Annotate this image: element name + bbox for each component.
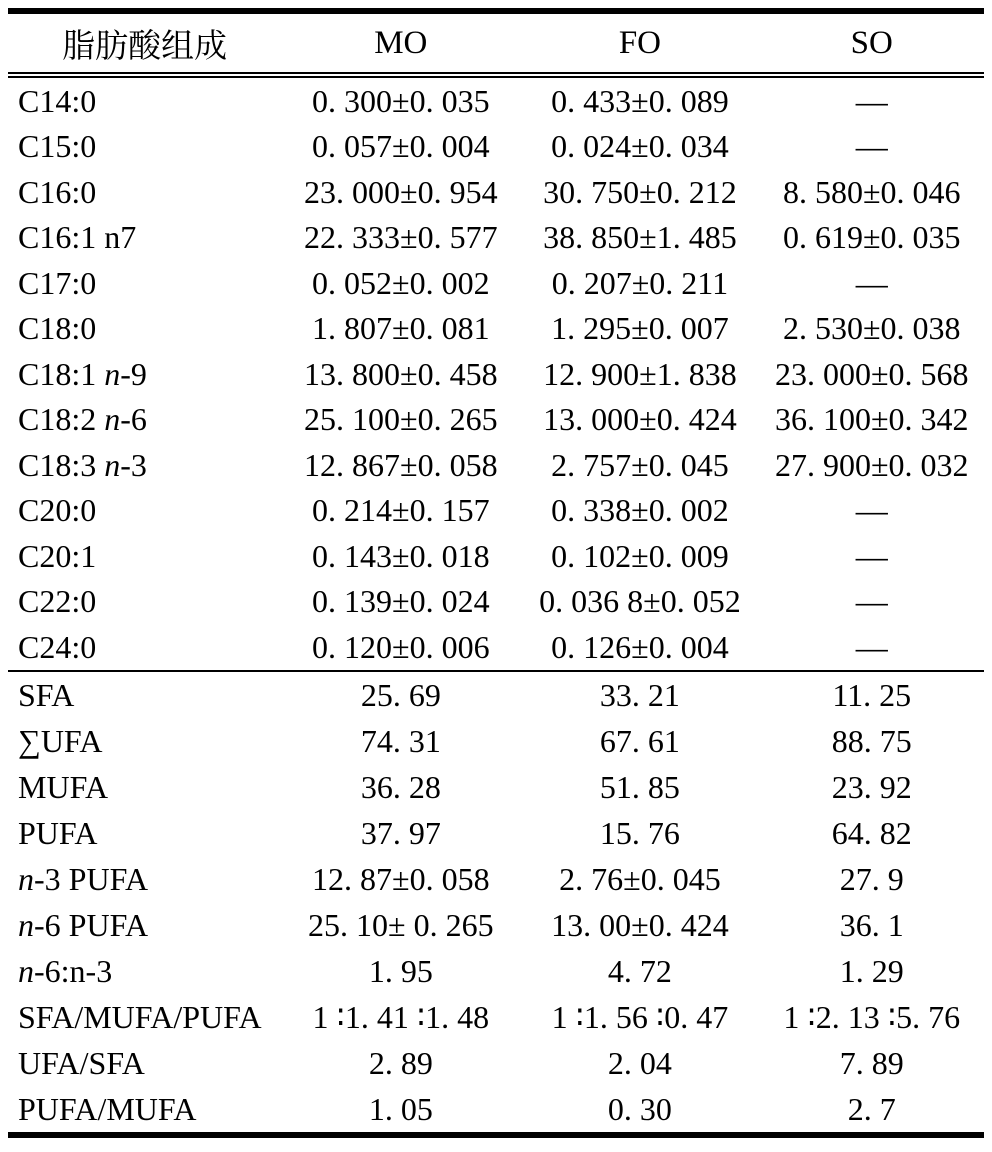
value-mo: 1. 05 (368, 1090, 433, 1127)
table-row (8, 169, 984, 215)
row-label: n-6 PUFA (18, 906, 149, 943)
table-row (8, 1040, 984, 1086)
table-header (8, 11, 984, 75)
value-mo: 12. 867±0. 058 (304, 446, 498, 483)
row-label: n-6:n-3 (18, 952, 113, 989)
value-fo: 13. 00±0. 424 (551, 906, 729, 943)
value-so: 7. 89 (839, 1044, 904, 1081)
individual-fatty-acids-section (8, 75, 984, 671)
value-mo: 0. 143±0. 018 (312, 537, 490, 574)
value-so: 64. 82 (831, 814, 912, 851)
row-label: C18:0 (18, 310, 97, 347)
value-mo: 1. 807±0. 081 (312, 310, 490, 347)
value-fo: 0. 30 (607, 1090, 672, 1127)
table-row (8, 75, 984, 124)
value-mo: 74. 31 (360, 722, 441, 759)
value-mo: 0. 052±0. 002 (312, 264, 490, 301)
table-row (8, 671, 984, 718)
row-label: C14:0 (18, 82, 97, 119)
column-header-mo: MO (374, 24, 428, 61)
value-fo: 13. 000±0. 424 (543, 401, 737, 438)
value-fo: 30. 750±0. 212 (543, 173, 737, 210)
row-label: C20:0 (18, 492, 97, 529)
value-so: — (855, 264, 888, 301)
value-so: — (855, 492, 888, 529)
value-so: — (855, 628, 888, 665)
table-row (8, 533, 984, 579)
table-row (8, 810, 984, 856)
value-so: 11. 25 (832, 676, 912, 713)
value-mo: 0. 057±0. 004 (312, 128, 490, 165)
row-label: C24:0 (18, 628, 97, 665)
value-so: 36. 1 (839, 906, 904, 943)
table-row (8, 718, 984, 764)
value-mo: 0. 214±0. 157 (312, 492, 490, 529)
value-fo: 1 ∶1. 56 ∶0. 47 (551, 998, 729, 1035)
table-row (8, 902, 984, 948)
row-label: PUFA (18, 814, 98, 851)
row-label: C18:3 n-3 (18, 446, 147, 483)
value-so: 27. 9 (839, 860, 904, 897)
value-fo: 38. 850±1. 485 (543, 219, 737, 256)
row-label: C16:1 n7 (18, 219, 137, 256)
value-fo: 1. 295±0. 007 (551, 310, 729, 347)
row-label: C17:0 (18, 264, 97, 301)
value-fo: 67. 61 (599, 722, 680, 759)
value-fo: 2. 76±0. 045 (559, 860, 721, 897)
row-label: MUFA (18, 768, 109, 805)
value-fo: 0. 338±0. 002 (551, 492, 729, 529)
row-label: n-3 PUFA (18, 860, 149, 897)
row-label: C20:1 (18, 537, 97, 574)
value-fo: 51. 85 (599, 768, 680, 805)
value-mo: 12. 87±0. 058 (312, 860, 490, 897)
value-so: 27. 900±0. 032 (774, 446, 969, 483)
table-row (8, 994, 984, 1040)
value-mo: 25. 100±0. 265 (304, 401, 498, 438)
header-row (8, 11, 984, 75)
column-header-fo: FO (618, 24, 662, 61)
table-row (8, 442, 984, 488)
value-so: 1 ∶2. 13 ∶5. 76 (783, 998, 961, 1035)
value-fo: 0. 207±0. 211 (551, 264, 729, 301)
table-row (8, 764, 984, 810)
value-so: 0. 619±0. 035 (782, 219, 961, 256)
value-so: 23. 92 (831, 768, 912, 805)
value-mo: 1 ∶1. 41 ∶1. 48 (312, 998, 490, 1035)
value-so: 8. 580±0. 046 (782, 173, 961, 210)
column-header-so: SO (850, 24, 893, 61)
value-fo: 0. 433±0. 089 (551, 82, 729, 119)
table-row (8, 488, 984, 534)
row-label: SFA/MUFA/PUFA (18, 998, 262, 1035)
value-so: — (855, 82, 888, 119)
value-mo: 23. 000±0. 954 (304, 173, 498, 210)
value-mo: 25. 69 (360, 676, 441, 713)
fatty-acid-composition-table (8, 8, 984, 1138)
value-fo: 4. 72 (607, 952, 672, 989)
table-row (8, 306, 984, 352)
row-label: PUFA/MUFA (18, 1090, 197, 1127)
value-mo: 2. 89 (368, 1044, 433, 1081)
value-mo: 0. 120±0. 006 (312, 628, 490, 665)
table-row (8, 397, 984, 443)
value-so: — (855, 128, 888, 165)
summary-section (8, 671, 984, 1135)
value-mo: 37. 97 (360, 814, 441, 851)
table-row (8, 948, 984, 994)
value-so: 36. 100±0. 342 (774, 401, 969, 438)
value-fo: 2. 04 (607, 1044, 672, 1081)
value-so: 88. 75 (831, 722, 912, 759)
row-label: C15:0 (18, 128, 97, 165)
row-label: C18:1 n-9 (18, 355, 147, 392)
value-mo: 22. 333±0. 577 (304, 219, 498, 256)
row-label: ∑UFA (18, 722, 103, 759)
table-row (8, 856, 984, 902)
value-fo: 0. 126±0. 004 (551, 628, 729, 665)
table-row (8, 351, 984, 397)
value-fo: 33. 21 (599, 676, 680, 713)
value-mo: 25. 10± 0. 265 (308, 906, 494, 943)
table-row (8, 260, 984, 306)
table-row (8, 1086, 984, 1135)
value-mo: 1. 95 (368, 952, 433, 989)
table-row (8, 215, 984, 261)
value-so: 1. 29 (839, 952, 904, 989)
value-so: 23. 000±0. 568 (774, 355, 969, 392)
row-label: C18:2 n-6 (18, 401, 147, 438)
value-fo: 15. 76 (599, 814, 680, 851)
row-label: C16:0 (18, 173, 97, 210)
value-fo: 0. 102±0. 009 (551, 537, 729, 574)
table-row (8, 624, 984, 671)
value-fo: 12. 900±1. 838 (543, 355, 737, 392)
row-label: UFA/SFA (18, 1044, 145, 1081)
value-so: 2. 530±0. 038 (782, 310, 961, 347)
value-so: — (855, 537, 888, 574)
value-fo: 2. 757±0. 045 (551, 446, 729, 483)
column-header-fatty-acid-composition: 脂肪酸组成 (62, 28, 228, 65)
value-mo: 0. 139±0. 024 (312, 583, 490, 620)
value-fo: 0. 036 8±0. 052 (539, 583, 741, 620)
value-fo: 0. 024±0. 034 (551, 128, 729, 165)
table-row (8, 124, 984, 170)
row-label: C22:0 (18, 583, 97, 620)
table-row (8, 579, 984, 625)
value-so: — (855, 583, 888, 620)
value-mo: 36. 28 (360, 768, 441, 805)
row-label: SFA (18, 676, 75, 713)
value-mo: 0. 300±0. 035 (312, 82, 490, 119)
value-mo: 13. 800±0. 458 (304, 355, 498, 392)
value-so: 2. 7 (847, 1090, 896, 1127)
